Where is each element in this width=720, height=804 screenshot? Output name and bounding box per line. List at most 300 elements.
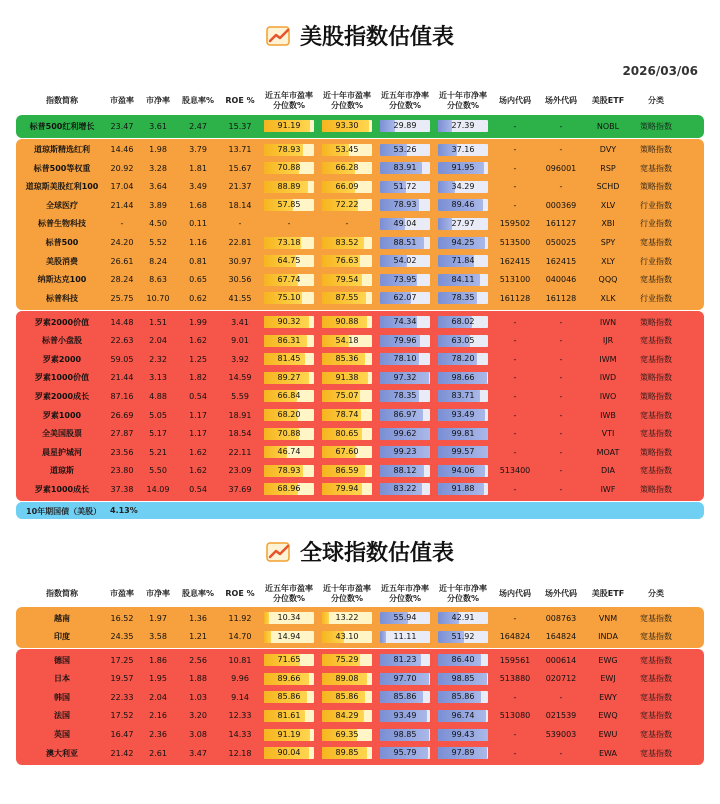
table-header — [20, 581, 700, 607]
percentile-value: 51.92 — [451, 631, 475, 641]
table-row[interactable] — [20, 332, 700, 350]
cell-pb-5y-pct — [376, 427, 434, 441]
cell-pe-5y-pct — [260, 236, 318, 250]
cell-category: 宽基指数 — [640, 275, 672, 285]
percentile-value: 78.93 — [277, 144, 301, 154]
cell-dividend-yield: 0.81 — [189, 256, 207, 266]
percentile-value: 95.79 — [393, 748, 417, 758]
cell-pb: 1.97 — [149, 613, 167, 623]
cell-dividend-yield: 0.65 — [189, 275, 207, 285]
cell-offshore-code: 162415 — [545, 256, 577, 266]
cell-pb: 3.89 — [149, 200, 167, 210]
cell-roe: 30.56 — [228, 275, 252, 285]
percentile-bar — [380, 292, 430, 304]
table-row[interactable] — [20, 252, 700, 270]
cell-index-name: 道琼斯精选红利 — [34, 145, 90, 155]
cell-pb-10y-pct — [434, 389, 492, 403]
percentile-value: 97.32 — [393, 372, 417, 382]
table-row[interactable] — [20, 744, 700, 762]
header-index-name: 指数简称 — [46, 96, 78, 105]
percentile-value: 74.34 — [393, 317, 417, 326]
cell-pb-5y-pct — [376, 445, 434, 459]
percentile-value: 73.18 — [277, 237, 301, 247]
cell-pb-10y-pct — [434, 119, 492, 133]
percentile-bar — [264, 274, 314, 286]
cell-category: 宽基指数 — [640, 632, 672, 642]
table-row[interactable] — [20, 313, 700, 331]
cell-us-etf: XBI — [601, 219, 615, 229]
table-row[interactable] — [20, 628, 700, 646]
cell-pb-5y-pct — [376, 709, 434, 723]
cell-pe-5y-pct — [260, 709, 318, 723]
cell-pe-10y-pct — [318, 611, 376, 625]
percentile-bar — [438, 409, 488, 421]
cell-onshore-code: - — [513, 748, 517, 758]
trending-up-icon — [266, 25, 292, 47]
percentile-value: 81.23 — [393, 655, 417, 665]
cell-onshore-code: - — [513, 354, 517, 364]
cell-pe-10y-pct — [318, 371, 376, 385]
percentile-bar — [438, 654, 488, 666]
cell-roe: 22.81 — [228, 238, 252, 248]
cell-pe: 26.69 — [110, 410, 134, 420]
cell-us-etf: EWJ — [600, 674, 616, 684]
table-row[interactable] — [20, 289, 700, 307]
cell-us-etf: DVY — [599, 145, 617, 155]
cell-us-etf: XLY — [601, 256, 615, 266]
percentile-value: 78.35 — [393, 391, 417, 401]
cell-category: 宽基指数 — [640, 692, 672, 702]
cell-index-name: 标普500等权重 — [33, 163, 91, 173]
cell-onshore-code: - — [513, 163, 517, 173]
percentile-value: 70.88 — [277, 428, 301, 438]
percentile-value: 79.96 — [393, 335, 417, 345]
cell-category: 宽基指数 — [640, 730, 672, 740]
cell-pe: 37.38 — [110, 484, 134, 494]
percentile-bar — [322, 673, 372, 685]
percentile-value: 53.45 — [335, 144, 359, 154]
cell-index-name: 法国 — [54, 711, 70, 721]
cell-index-name: 罗素2000成长 — [34, 391, 90, 401]
cell-dividend-yield: 1.62 — [189, 447, 207, 457]
percentile-bar — [380, 237, 430, 249]
cell-index-name: 全球医疗 — [46, 200, 78, 210]
cell-pe: 20.92 — [110, 163, 134, 173]
cell-pb-5y-pct — [376, 611, 434, 625]
cell-pb: 3.64 — [149, 182, 167, 192]
cell-pe-10y-pct — [318, 119, 376, 133]
percentile-bar — [322, 316, 372, 328]
cell-roe: 12.18 — [228, 748, 252, 758]
percentile-bar — [264, 292, 314, 304]
percentile-bar — [322, 631, 372, 643]
cell-us-etf: MOAT — [596, 447, 620, 457]
percentile-value: 98.85 — [451, 673, 475, 683]
cell-us-etf: XLV — [600, 200, 616, 210]
cell-pe: 23.80 — [110, 466, 134, 476]
cell-index-name: 澳大利亚 — [46, 748, 78, 758]
cell-pe: 21.44 — [110, 200, 134, 210]
percentile-bar — [380, 654, 430, 666]
table-row[interactable] — [20, 215, 700, 233]
cell-pe-5y-pct — [260, 198, 318, 212]
percentile-value: 34.29 — [451, 181, 475, 191]
percentile-value: 84.29 — [335, 710, 359, 720]
percentile-value: 75.29 — [335, 655, 359, 665]
cell-pe: 23.56 — [110, 447, 134, 457]
percentile-bar — [322, 353, 372, 365]
cell-dividend-yield: 0.62 — [189, 293, 207, 303]
header-dividend-yield: 股息率% — [181, 96, 214, 105]
percentile-value: 62.07 — [393, 293, 417, 303]
cell-roe: 14.33 — [228, 730, 252, 740]
percentile-bar — [380, 465, 430, 477]
percentile-bar — [264, 428, 314, 440]
page-title-global: 全球指数估值表 — [299, 541, 454, 566]
header-pe-5y-pct: 近五年市盈率 分位数% — [265, 91, 313, 110]
cell-onshore-code: - — [513, 373, 517, 383]
table-row[interactable] — [20, 688, 700, 706]
cell-pb: 1.86 — [149, 655, 167, 665]
row-group-red — [16, 649, 704, 765]
percentile-bar — [322, 181, 372, 193]
row-group-green — [16, 115, 704, 138]
cell-pe-10y-pct — [318, 315, 376, 329]
percentile-bar — [264, 446, 314, 458]
table-row[interactable] — [20, 369, 700, 387]
percentile-value: 83.52 — [335, 237, 359, 247]
cell-pe: 19.57 — [110, 674, 134, 684]
percentile-bar — [264, 335, 314, 347]
cell-dividend-yield: 1.99 — [189, 317, 207, 327]
percentile-value: 78.35 — [451, 293, 475, 303]
table-row[interactable] — [20, 480, 700, 498]
cell-dividend-yield: 0.54 — [189, 391, 207, 401]
percentile-bar — [264, 612, 314, 624]
cell-onshore-code: - — [513, 447, 517, 457]
cell-pe-5y-pct — [260, 273, 318, 287]
percentile-bar — [322, 120, 372, 132]
header-category: 分类 — [648, 589, 664, 598]
cell-dividend-yield: 1.81 — [189, 163, 207, 173]
cell-offshore-code: 000369 — [545, 200, 577, 210]
cell-pe-10y-pct — [318, 672, 376, 686]
percentile-value: 10.34 — [277, 613, 301, 622]
cell-index-name: 标普500 — [45, 238, 79, 248]
cell-pe: 14.48 — [110, 317, 134, 327]
percentile-value: 84.11 — [451, 274, 475, 284]
table-row[interactable] — [20, 271, 700, 289]
percentile-value: 90.88 — [335, 317, 359, 326]
table-row[interactable] — [20, 141, 700, 159]
cell-pb-5y-pct — [376, 217, 434, 231]
header-pb: 市净率 — [146, 589, 170, 598]
cell-offshore-code: 161128 — [545, 293, 577, 303]
percentile-bar — [264, 409, 314, 421]
table-row[interactable] — [20, 609, 700, 627]
cell-us-etf: IJR — [602, 336, 614, 346]
cell-pb-10y-pct — [434, 672, 492, 686]
percentile-bar — [264, 255, 314, 267]
percentile-value: 37.16 — [451, 144, 475, 154]
cell-pe-10y-pct — [318, 408, 376, 422]
cell-pb-5y-pct — [376, 371, 434, 385]
percentile-bar — [438, 274, 488, 286]
percentile-bar — [380, 144, 430, 156]
cell-pb-10y-pct — [434, 143, 492, 157]
cell-dividend-yield: 3.08 — [189, 730, 207, 740]
cell-pe: 27.87 — [110, 429, 134, 439]
table-row[interactable] — [20, 350, 700, 368]
cell-index-name: 日本 — [54, 674, 70, 684]
cell-us-etf: NOBL — [596, 121, 620, 131]
table-row[interactable] — [20, 159, 700, 177]
cell-pe-10y-pct — [318, 690, 376, 704]
cell-pb: 2.32 — [149, 354, 167, 364]
cell-roe: - — [238, 219, 242, 229]
cell-pe-5y-pct — [260, 672, 318, 686]
percentile-bar — [322, 255, 372, 267]
cell-pe: 17.04 — [110, 182, 134, 192]
table-row[interactable] — [20, 707, 700, 725]
percentile-bar — [322, 372, 372, 384]
bond-label: 10年期国债（美股） — [26, 507, 102, 516]
cell-roe: 3.92 — [231, 354, 249, 364]
cell-dividend-yield: 1.68 — [189, 200, 207, 210]
cell-us-etf: IWM — [599, 354, 617, 364]
cell-us-etf: IWB — [600, 410, 616, 420]
table-row[interactable] — [20, 726, 700, 744]
percentile-bar — [380, 729, 430, 741]
percentile-bar — [322, 612, 372, 624]
cell-pe-5y-pct: - — [287, 218, 291, 228]
percentile-value: 89.66 — [277, 673, 301, 683]
cell-category: 宽基指数 — [640, 711, 672, 721]
percentile-bar — [438, 199, 488, 211]
percentile-bar — [438, 120, 488, 132]
percentile-bar — [380, 255, 430, 267]
cell-index-name: 标普500红利增长 — [29, 121, 95, 131]
cell-pb-10y-pct — [434, 408, 492, 422]
cell-pb-10y-pct — [434, 291, 492, 305]
percentile-bar — [380, 218, 430, 230]
cell-pe-10y-pct — [318, 161, 376, 175]
cell-index-name: 纳斯达克100 — [37, 275, 87, 285]
cell-pb-10y-pct — [434, 746, 492, 760]
cell-index-name: 越南 — [54, 613, 70, 623]
percentile-value: 91.19 — [277, 121, 301, 130]
header-offshore-code: 场外代码 — [545, 96, 577, 105]
cell-dividend-yield: 1.62 — [189, 466, 207, 476]
cell-pe-5y-pct — [260, 291, 318, 305]
percentile-value: 93.30 — [335, 121, 359, 130]
cell-category: 行业指数 — [640, 256, 672, 266]
cell-dividend-yield: 1.21 — [189, 632, 207, 642]
percentile-bar — [380, 316, 430, 328]
percentile-bar — [380, 428, 430, 440]
header-pe: 市盈率 — [110, 96, 134, 105]
cell-pb-10y-pct — [434, 611, 492, 625]
cell-category: 宽基指数 — [640, 613, 672, 623]
cell-pe-10y-pct — [318, 728, 376, 742]
percentile-bar — [380, 353, 430, 365]
cell-pe-5y-pct — [260, 334, 318, 348]
cell-offshore-code: - — [559, 447, 563, 457]
header-index-name: 指数简称 — [46, 589, 78, 598]
table-row[interactable] — [20, 234, 700, 252]
cell-pe-5y-pct — [260, 653, 318, 667]
cell-roe: 5.59 — [231, 391, 249, 401]
percentile-value: 85.86 — [335, 692, 359, 702]
cell-pb: 5.50 — [149, 466, 167, 476]
percentile-value: 97.70 — [393, 673, 417, 683]
percentile-bar — [380, 691, 430, 703]
cell-pe: 24.35 — [110, 632, 134, 642]
cell-pb-10y-pct — [434, 630, 492, 644]
cell-category: 宽基指数 — [640, 655, 672, 665]
percentile-value: 27.39 — [451, 121, 475, 130]
cell-pb-10y-pct — [434, 198, 492, 212]
cell-roe: 41.55 — [228, 293, 252, 303]
table-row[interactable] — [20, 387, 700, 405]
cell-us-etf: INDA — [598, 632, 618, 642]
cell-roe: 15.37 — [228, 121, 252, 131]
cell-category: 宽基指数 — [640, 163, 672, 173]
cell-pb: 1.98 — [149, 145, 167, 155]
percentile-bar — [322, 428, 372, 440]
percentile-value: 81.61 — [277, 710, 301, 720]
cell-dividend-yield: 1.17 — [189, 410, 207, 420]
cell-category: 策略指数 — [640, 391, 672, 401]
cell-pb: 5.21 — [149, 447, 167, 457]
percentile-bar — [322, 390, 372, 402]
percentile-value: 85.86 — [393, 692, 417, 702]
cell-dividend-yield: 3.47 — [189, 748, 207, 758]
cell-offshore-code: 161127 — [545, 219, 577, 229]
cell-onshore-code: - — [513, 410, 517, 420]
cell-pe-10y-pct — [318, 389, 376, 403]
cell-pb-5y-pct — [376, 315, 434, 329]
percentile-value: 42.91 — [451, 613, 475, 622]
percentile-bar — [322, 465, 372, 477]
header-pe-5y-pct: 近五年市盈率 分位数% — [265, 584, 313, 603]
percentile-value: 55.94 — [393, 613, 417, 622]
percentile-bar — [264, 181, 314, 193]
cell-index-name: 全美国股票 — [42, 429, 82, 439]
percentile-value: 83.71 — [451, 391, 475, 401]
cell-roe: 9.01 — [231, 336, 249, 346]
percentile-bar — [380, 372, 430, 384]
cell-roe: 14.70 — [228, 632, 252, 642]
percentile-value: 67.74 — [277, 274, 301, 284]
cell-offshore-code: - — [559, 182, 563, 192]
percentile-value: 99.62 — [393, 428, 417, 438]
cell-dividend-yield: 1.16 — [189, 238, 207, 248]
cell-roe: 21.37 — [228, 182, 252, 192]
percentile-bar — [380, 747, 430, 759]
cell-pb-5y-pct — [376, 482, 434, 496]
cell-pe: 23.47 — [110, 121, 134, 131]
percentile-bar — [380, 409, 430, 421]
table-row[interactable] — [20, 651, 700, 669]
cell-onshore-code: 513400 — [499, 466, 531, 476]
cell-us-etf: RSP — [600, 163, 616, 173]
cell-us-etf: XLK — [600, 293, 616, 303]
percentile-value: 75.10 — [277, 293, 301, 303]
cell-us-etf: EWG — [598, 655, 618, 665]
table-row[interactable] — [20, 406, 700, 424]
table-row[interactable] — [20, 178, 700, 196]
cell-pe: 21.42 — [110, 748, 134, 758]
percentile-bar — [322, 162, 372, 174]
cell-pe-10y-pct — [318, 180, 376, 194]
cell-pb-5y-pct — [376, 143, 434, 157]
percentile-bar — [264, 237, 314, 249]
percentile-value: 66.28 — [335, 163, 359, 173]
cell-category: 策略指数 — [640, 373, 672, 383]
table-row[interactable] — [20, 117, 700, 135]
cell-onshore-code: 513080 — [499, 711, 531, 721]
header-pe-10y-pct: 近十年市盈率 分位数% — [323, 584, 371, 603]
table-row[interactable] — [20, 196, 700, 214]
cell-index-name: 标普生物科技 — [38, 219, 86, 229]
table-row[interactable] — [20, 425, 700, 443]
cell-pe-5y-pct — [260, 352, 318, 366]
cell-pe: 16.47 — [110, 730, 134, 740]
cell-category: 策略指数 — [640, 145, 672, 155]
cell-index-name: 道琼斯美股红利100 — [25, 182, 99, 192]
cell-onshore-code: 164824 — [499, 632, 531, 642]
cell-pe: 22.33 — [110, 692, 134, 702]
table-row[interactable] — [20, 443, 700, 461]
percentile-bar — [264, 390, 314, 402]
percentile-bar — [438, 162, 488, 174]
cell-pb-5y-pct — [376, 653, 434, 667]
percentile-value: 51.72 — [393, 181, 417, 191]
percentile-value: 57.85 — [277, 200, 301, 210]
cell-pe: 16.52 — [110, 613, 134, 623]
cell-index-name: 罗素1000成长 — [34, 484, 90, 494]
row-group-orange — [16, 139, 704, 310]
row-group-orange — [16, 607, 704, 648]
table-row[interactable] — [20, 462, 700, 480]
percentile-bar — [322, 199, 372, 211]
percentile-value: 91.38 — [335, 372, 359, 382]
cell-us-etf: EWU — [598, 730, 618, 740]
cell-roe: 12.33 — [228, 711, 252, 721]
percentile-bar — [438, 316, 488, 328]
cell-pe: 21.44 — [110, 373, 134, 383]
percentile-bar — [322, 409, 372, 421]
cell-pe-10y-pct: - — [345, 218, 349, 228]
percentile-bar — [322, 691, 372, 703]
percentile-bar — [380, 274, 430, 286]
cell-onshore-code: - — [513, 200, 517, 210]
percentile-bar — [264, 465, 314, 477]
cell-pb: 2.04 — [149, 692, 167, 702]
table-row[interactable] — [20, 670, 700, 688]
cell-roe: 13.71 — [228, 145, 252, 155]
percentile-bar — [438, 612, 488, 624]
header-onshore-code: 场内代码 — [499, 96, 531, 105]
cell-pe: 25.75 — [110, 293, 134, 303]
cell-pb-10y-pct — [434, 445, 492, 459]
cell-index-name: 韩国 — [54, 692, 70, 702]
cell-onshore-code: - — [513, 121, 517, 131]
cell-pb-5y-pct — [376, 119, 434, 133]
cell-pe-5y-pct — [260, 690, 318, 704]
cell-pe: 17.25 — [110, 655, 134, 665]
